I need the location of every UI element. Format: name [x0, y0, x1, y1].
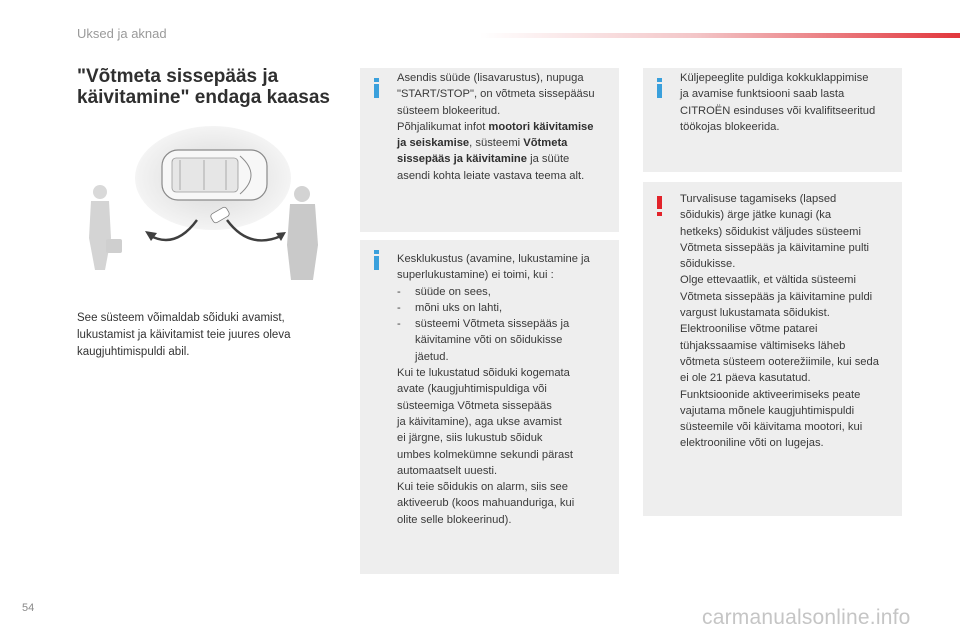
- text-line: ja käivitamine), aga ukse avamist: [397, 415, 562, 428]
- keyless-entry-illustration: [77, 120, 347, 295]
- text-line: tühjakssaamise vältimiseks läheb: [680, 339, 846, 352]
- list-dash: -: [397, 285, 401, 298]
- man-figure: [287, 186, 318, 280]
- info-box-start-stop: [360, 68, 619, 232]
- bold-reference: Võtmeta: [523, 137, 568, 150]
- page-title: [77, 66, 352, 108]
- text-line: võtmeta süsteem ooterežiimile, kui seda: [680, 355, 879, 368]
- info-box-text: [397, 251, 590, 528]
- text-line: sõidukisse.: [680, 258, 736, 271]
- text-line: elektrooniline võti on lugejas.: [680, 437, 824, 450]
- text-line: [397, 135, 595, 151]
- text-line: Asendis süüde (lisavarustus), nupuga: [397, 72, 584, 84]
- info-icon: [370, 250, 384, 270]
- header-section-title: Uksed ja aknad: [77, 26, 167, 41]
- list-item-continued: [397, 349, 590, 365]
- arrowhead-left: [145, 231, 157, 241]
- text-span: , süsteemi: [469, 137, 524, 150]
- text-line: Elektroonilise võtme patarei: [680, 323, 818, 336]
- list-dash: -: [397, 318, 401, 331]
- text-line: sõidukis) ärge jätke kunagi (ka: [680, 209, 832, 222]
- page-title-line-1: "Võtmeta sissepääs ja: [77, 66, 279, 87]
- page-title-line-2: käivitamine" endaga kaasas: [77, 87, 330, 108]
- info-icon: [653, 78, 667, 98]
- text-line: asendi kohta leiate vastava teema alt.: [397, 169, 585, 182]
- text-line: "START/STOP", on võtmeta sissepääsu: [397, 88, 595, 101]
- text-line: Kui te lukustatud sõiduki kogemata: [397, 367, 570, 380]
- info-icon: [370, 78, 384, 98]
- text-line: vajutama mõnele kaugjuhtimispuldi: [680, 404, 855, 417]
- text-line: Võtmeta sissepääs ja käivitamine puldi: [680, 290, 873, 303]
- info-box-text: [397, 70, 595, 184]
- text-line: süsteemile või käivitama mootori, kui: [680, 421, 863, 434]
- text-line: aktiveerub (koos mahuanduriga, kui: [397, 497, 575, 510]
- text-span: ja süüte: [526, 153, 570, 166]
- text-span: Põhjalikumat infot: [397, 120, 489, 133]
- page-number: 54: [22, 602, 35, 614]
- bold-reference: sissepääs ja käivitamine: [397, 153, 527, 166]
- intro-line: lukustamist ja käivitamist teie juures oleva: [77, 329, 291, 341]
- text-line: ja avamise funktsiooni saab lasta: [680, 88, 845, 101]
- text-line: ei järgne, siis lukustub sõiduk: [397, 432, 543, 445]
- text-line: hetkeks) sõidukist väljudes süsteemi: [680, 225, 861, 238]
- list-item: [397, 316, 590, 332]
- text-line: Kesklukustus (avamine, lukustamine ja: [397, 253, 590, 265]
- text-line: Funktsioonide aktiveerimiseks peate: [680, 388, 861, 401]
- text-line: Turvalisuse tagamiseks (lapsed: [680, 193, 837, 205]
- intro-text: [77, 310, 349, 361]
- text-line: CITROËN esinduses või kvalifitseeritud: [680, 104, 876, 117]
- text-line: superlukustamine) ei toimi, kui :: [397, 269, 554, 282]
- text-line: umbes kolmekümne sekundi pärast: [397, 448, 573, 461]
- text-line: Võtmeta sissepääs ja käivitamine pulti: [680, 241, 870, 254]
- list-text: jäetud.: [415, 350, 449, 363]
- intro-line: kaugjuhtimispuldi abil.: [77, 346, 190, 358]
- text-line: [397, 151, 595, 167]
- text-line: olite selle blokeerinud).: [397, 513, 512, 526]
- text-line: töökojas blokeerida.: [680, 120, 780, 133]
- list-item-continued: [397, 332, 590, 348]
- header-accent-bar: [480, 33, 960, 38]
- text-line: Kui teie sõidukis on alarm, siis see: [397, 481, 568, 494]
- list-text: mõni uks on lahti,: [415, 301, 503, 314]
- text-line: vargust lukustamata sõidukist.: [680, 307, 830, 320]
- list-text: käivitamine võti on sõidukisse: [415, 334, 563, 347]
- text-line: ei ole 21 päeva kasutatud.: [680, 372, 811, 385]
- list-text: süüde on sees,: [415, 285, 491, 298]
- text-line: [397, 119, 595, 135]
- list-item: [397, 284, 590, 300]
- list-item: [397, 300, 590, 316]
- text-line: Küljepeeglite puldiga kokkuklappimise: [680, 72, 869, 84]
- text-line: avate (kaugjuhtimispuldiga või: [397, 383, 547, 396]
- info-box-text: [680, 70, 875, 135]
- woman-figure: [89, 185, 122, 270]
- watermark: carmanualsonline.info: [702, 606, 911, 629]
- text-line: Olge ettevaatlik, et vältida süsteemi: [680, 274, 856, 287]
- text-line: süsteem blokeeritud.: [397, 104, 501, 117]
- text-line: automaatselt uuesti.: [397, 464, 498, 477]
- info-box-central-locking: [360, 240, 619, 574]
- warning-exclamation-icon: [653, 196, 667, 216]
- list-text: süsteemi Võtmeta sissepääs ja: [415, 318, 570, 331]
- warning-box-text: [680, 191, 879, 452]
- list-dash: -: [397, 301, 401, 314]
- warning-box-safety: [643, 182, 902, 516]
- text-line: süsteemiga Võtmeta sissepääs: [397, 399, 552, 412]
- bold-reference: ja seiskamise: [397, 137, 470, 150]
- bold-reference: mootori käivitamise: [488, 120, 594, 133]
- intro-line: See süsteem võimaldab sõiduki avamist,: [77, 312, 285, 324]
- info-box-mirrors: [643, 68, 902, 172]
